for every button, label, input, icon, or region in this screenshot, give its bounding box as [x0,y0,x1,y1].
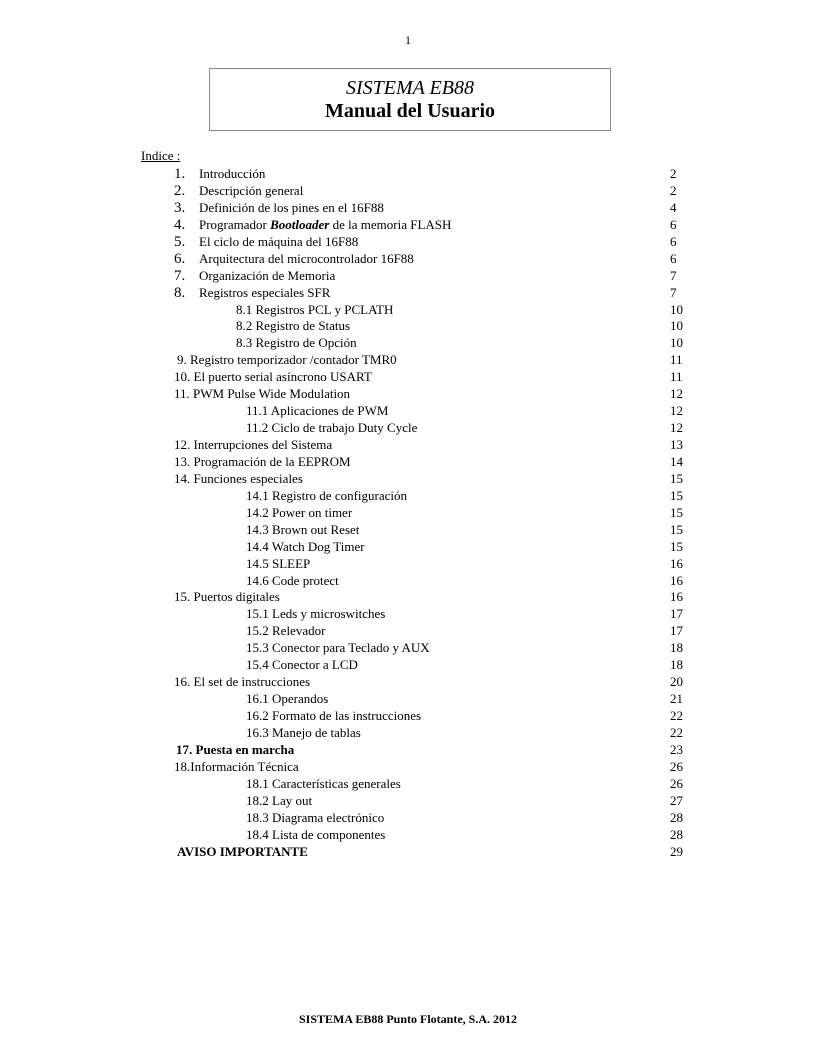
toc-entry[interactable] [0,268,816,285]
toc-entry-page: 29 [670,843,683,859]
toc-entry-page: 16 [670,589,683,605]
toc-entry-page: 11 [670,352,683,368]
toc-entry-page: 10 [670,301,683,317]
toc-subentry[interactable] [0,810,816,827]
toc-subentry[interactable] [0,505,816,522]
toc-entry[interactable] [0,844,816,861]
toc-entry-label: 14.5 SLEEP [246,555,311,571]
toc-entry-page: 14 [670,453,683,469]
toc-entry-page: 7 [670,284,677,300]
toc-subentry[interactable] [0,539,816,556]
toc-entry-page: 15 [670,521,683,537]
toc-subentry[interactable] [0,691,816,708]
toc-subentry[interactable] [0,556,816,573]
toc-entry-page: 2 [670,182,677,198]
toc-entry-label: 16.1 Operandos [246,691,329,707]
toc-entry[interactable] [0,234,816,251]
toc-entry-page: 18 [670,657,683,673]
toc-subentry[interactable] [0,522,816,539]
toc-entry-page: 16 [670,572,683,588]
toc-entry-label: 12. Interrupciones del Sistema [174,437,333,452]
toc-entry-page: 15 [670,504,683,520]
toc-entry-number: 1. [174,166,186,182]
toc-entry-page: 10 [670,335,683,351]
toc-entry-label-emphasis: Bootloader [270,216,330,232]
toc-entry-label: 15.3 Conector para Teclado y AUX [246,640,430,656]
toc-entry-number: 4. [174,216,186,233]
toc-entry-label [199,217,451,234]
toc-entry[interactable] [0,352,816,369]
toc-entry-label: 14.6 Code protect [246,572,339,588]
toc-subentry[interactable] [0,623,816,640]
toc-entry-label: 18.4 Lista de componentes [246,826,386,842]
toc-subentry[interactable] [0,725,816,742]
toc-subentry[interactable] [0,793,816,810]
toc-entry[interactable] [0,759,816,776]
toc-entry-label: 15.1 Leds y microswitches [246,606,386,622]
toc-entry-label: 16. El set de instrucciones [174,674,311,690]
toc-entry[interactable] [0,183,816,200]
toc-entry-page: 2 [670,166,677,181]
toc-entry-page: 26 [670,775,683,791]
toc-entry-page: 21 [670,691,683,707]
toc-entry-number: 5. [174,233,186,250]
toc-entry-label: 18.3 Diagrama electrónico [246,809,385,825]
toc-entry-label: 8.1 Registros PCL y PCLATH [236,301,394,317]
toc-entry[interactable] [0,166,816,183]
toc-entry-page: 6 [670,250,677,266]
toc-entry-page: 12 [670,403,683,419]
toc-entry[interactable] [0,471,816,488]
toc-entry-page: 17 [670,623,683,639]
toc-subentry[interactable] [0,318,816,335]
toc-subentry[interactable] [0,335,816,352]
toc-entry-page: 22 [670,708,683,723]
toc-subentry[interactable] [0,657,816,674]
toc-entry-label: 11. PWM Pulse Wide Modulation [174,386,351,402]
toc-subentry[interactable] [0,403,816,420]
table-of-contents [0,166,816,860]
toc-entry-number: 3. [174,199,186,216]
toc-entry-page: 4 [670,199,677,215]
toc-entry-label: 11.1 Aplicaciones de PWM [246,403,389,419]
toc-entry-label: 15.2 Relevador [246,623,326,639]
toc-entry-label: Definición de los pines en el 16F88 [199,199,384,215]
toc-entry-page: 15 [670,538,683,554]
toc-entry-page: 23 [670,741,683,757]
toc-subentry[interactable] [0,606,816,623]
toc-entry-label: 18.Información Técnica [174,758,299,774]
toc-entry-label: 14.1 Registro de configuración [246,487,408,503]
toc-entry-page: 10 [670,318,683,334]
toc-entry-page: 26 [670,758,683,774]
toc-entry-label-end: de la memoria FLASH [329,216,452,232]
toc-subentry[interactable] [0,302,816,319]
toc-entry-page: 16 [670,555,683,571]
toc-entry-label: 9. Registro temporizador /contador TMR0 [177,352,397,368]
toc-subentry[interactable] [0,708,816,725]
document-subtitle: Manual del Usuario [324,100,496,122]
toc-heading: Indice : [141,148,181,163]
toc-entry[interactable] [0,742,816,759]
toc-entry-page: 27 [670,792,683,808]
toc-entry-page: 17 [670,606,683,622]
toc-entry-label: 14.2 Power on timer [246,504,353,520]
toc-entry-number: 6. [174,250,186,267]
toc-entry-page: 28 [670,809,683,825]
toc-entry-page: 6 [670,216,677,232]
toc-entry-label: Introducción [199,166,266,181]
toc-entry-label: 17. Puesta en marcha [176,741,295,757]
page-number: 1 [405,33,411,47]
page-footer: SISTEMA EB88 Punto Flotante, S.A. 2012 [298,1012,518,1026]
toc-entry-page: 15 [670,470,683,486]
toc-entry-label: Registros especiales SFR [199,284,331,300]
toc-entry[interactable] [0,369,816,386]
toc-entry-label: 16.2 Formato de las instrucciones [246,708,422,723]
toc-entry-page: 15 [670,487,683,503]
toc-entry-label: 15.4 Conector a LCD [246,657,358,673]
toc-entry[interactable] [0,251,816,268]
toc-entry-label-start: Programador [199,216,271,232]
toc-entry-label: 18.2 Lay out [246,792,313,808]
toc-entry-page: 13 [670,437,683,452]
toc-entry-label: 11.2 Ciclo de trabajo Duty Cycle [246,420,418,436]
toc-entry-label: 14.3 Brown out Reset [246,521,360,537]
toc-entry[interactable] [0,386,816,403]
toc-entry-label: 18.1 Características generales [246,775,401,791]
toc-entry-number: 2. [174,182,186,199]
toc-entry-page: 12 [670,420,683,436]
toc-entry-label: Descripción general [199,182,304,198]
toc-subentry[interactable] [0,573,816,590]
toc-entry-label: Organización de Memoria [199,267,336,283]
toc-entry[interactable] [0,454,816,471]
toc-entry-page: 6 [670,233,677,249]
toc-subentry[interactable] [0,827,816,844]
toc-entry-label: 8.2 Registro de Status [236,318,351,334]
toc-subentry[interactable] [0,776,816,793]
toc-entry-label: 8.3 Registro de Opción [236,335,357,351]
toc-entry-page: 28 [670,826,683,842]
toc-entry[interactable] [0,217,816,234]
toc-entry-label: AVISO IMPORTANTE [177,843,308,859]
toc-entry[interactable] [0,437,816,454]
toc-entry[interactable] [0,589,816,606]
toc-entry-number: 7. [174,267,186,284]
toc-entry-label: 10. El puerto serial asíncrono USART [174,369,372,385]
toc-entry[interactable] [0,200,816,217]
toc-entry-label: 13. Programación de la EEPROM [174,453,351,469]
title-box [209,68,611,131]
toc-entry-page: 12 [670,386,683,402]
toc-entry-label: 14.4 Watch Dog Timer [246,538,365,554]
toc-entry-page: 7 [670,267,677,283]
toc-entry-page: 20 [670,674,683,690]
toc-entry[interactable] [0,674,816,691]
toc-subentry[interactable] [0,640,816,657]
toc-entry-number: 8. [174,284,186,301]
toc-entry-page: 22 [670,724,683,740]
toc-entry-page: 18 [670,640,683,656]
toc-entry[interactable] [0,285,816,302]
toc-entry-label: 14. Funciones especiales [174,470,303,486]
toc-entry-page: 11 [670,369,683,385]
toc-entry-label: El ciclo de máquina del 16F88 [199,233,359,249]
toc-subentry[interactable] [0,420,816,437]
document-title: SISTEMA EB88 [346,77,474,99]
toc-entry-label: 16.3 Manejo de tablas [246,724,361,740]
toc-entry-label: Arquitectura del microcontrolador 16F88 [199,250,414,266]
toc-entry-label: 15. Puertos digitales [174,589,280,605]
toc-subentry[interactable] [0,488,816,505]
